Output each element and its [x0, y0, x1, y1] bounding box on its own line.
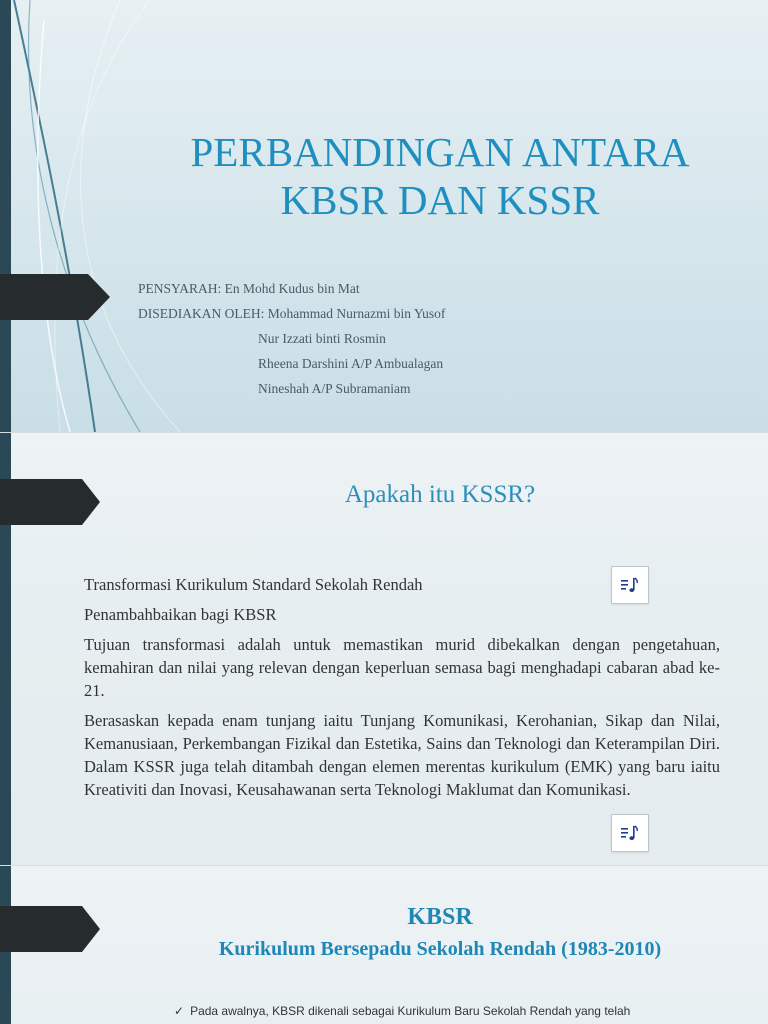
left-accent-bar: [0, 0, 11, 432]
member-name: Rheena Darshini A/P Ambualagan: [258, 356, 444, 371]
arrow-tab-decoration: [0, 479, 100, 525]
list-item: [62, 709, 720, 801]
bullet-text: Penambahbaikan bagi KBSR: [84, 605, 277, 624]
slide-3: [0, 866, 768, 1024]
credits-block: [138, 276, 445, 401]
member-name: Nur Izzati binti Rosmin: [258, 331, 386, 346]
bullet-text: Transformasi Kurikulum Standard Sekolah Rendah: [84, 575, 423, 594]
page-title: [120, 128, 760, 224]
audio-play-button[interactable]: [611, 814, 649, 852]
audio-note-icon: [619, 823, 641, 843]
arrow-tab-decoration: [0, 906, 100, 952]
bullet-list: [62, 573, 720, 808]
list-item: [62, 573, 582, 596]
list-item: [62, 603, 582, 626]
member-name: Nineshah A/P Subramaniam: [258, 381, 411, 396]
audio-note-icon: [619, 575, 641, 595]
slide-title: KBSR: [407, 904, 473, 930]
title-line-1: PERBANDINGAN ANTARA: [190, 129, 690, 175]
checkmark-icon: ✓: [174, 1004, 185, 1018]
prepared-by-line: DISEDIAKAN OLEH: Mohammad Nurnazmi bin Yusof: [138, 306, 446, 321]
slide-title: Apakah itu KSSR?: [344, 481, 536, 508]
slide-2: [0, 433, 768, 865]
lecturer-line: PENSYARAH: En Mohd Kudus bin Mat: [138, 281, 360, 296]
arrow-tab-decoration: [0, 274, 110, 320]
title-line-2: KBSR DAN KSSR: [280, 177, 600, 223]
slide-subtitle: Kurikulum Bersepadu Sekolah Rendah (1983-2010): [218, 938, 662, 960]
list-item: [174, 1004, 630, 1018]
audio-play-button[interactable]: [611, 566, 649, 604]
bullet-text: Berasaskan kepada enam tunjang iaitu Tunjang Komunikasi, Kerohanian, Sikap dan Nilai, Kemanusiaan, Perkembangan Fizikal dan Estetika, Sains dan Teknologi dan Keterampilan Diri. Dalam KSSR juga telah ditambah dengan elemen merentas kurikulum (EMK) yang baru iaitu Kreativiti dan Inovasi, Keusahawanan serta Teknologi Maklumat dan Komunikasi.: [84, 711, 720, 799]
list-item: [62, 633, 720, 702]
slide-1: [0, 0, 768, 432]
list-item-text: Pada awalnya, KBSR dikenali sebagai Kurikulum Baru Sekolah Rendah yang telah: [190, 1004, 631, 1018]
bullet-text: Tujuan transformasi adalah untuk memastikan murid dibekalkan dengan pengetahuan, kemahiran dan nilai yang relevan dengan keperluan semasa bagi menghadapi cabaran abad ke-21.: [84, 635, 720, 700]
